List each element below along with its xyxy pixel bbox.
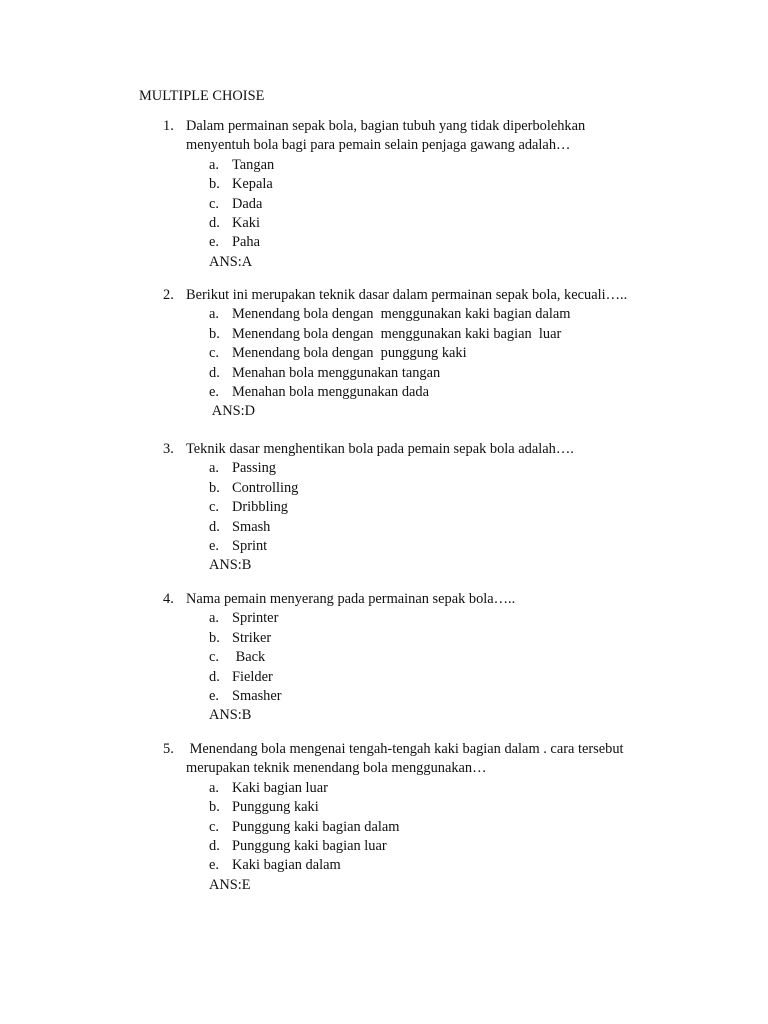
option-text: Smasher (232, 687, 282, 704)
answer-option (0, 609, 768, 628)
option-text: Sprinter (232, 610, 279, 627)
option-letter: b. (209, 799, 220, 816)
page-heading: MULTIPLE CHOISE (139, 88, 265, 104)
answer-option (0, 629, 768, 648)
question-line (0, 286, 768, 305)
option-text: Menendang bola dengan menggunakan kaki bagian luar (232, 325, 562, 342)
option-text: Tangan (232, 156, 275, 173)
option-text: Kepala (232, 176, 273, 193)
answer-option (0, 648, 768, 667)
option-text: Kaki (232, 214, 260, 231)
option-text: Menahan bola menggunakan dada (232, 383, 429, 400)
answer-option (0, 175, 768, 194)
option-text: Menendang bola dengan menggunakan kaki bagian dalam (232, 306, 571, 323)
question-text: Menendang bola mengenai tengah-tengah kaki bagian dalam . cara tersebut (186, 741, 624, 757)
option-letter: a. (209, 610, 219, 627)
option-text: Sprint (232, 537, 268, 554)
option-letter: d. (209, 668, 220, 685)
option-text: Smash (232, 518, 271, 535)
answer-key (0, 253, 768, 272)
answer-option (0, 364, 768, 383)
answer-option (0, 344, 768, 363)
question-text: menyentuh bola bagi para pemain selain penjaga gawang adalah… (186, 137, 571, 154)
option-text: Kaki bagian luar (232, 779, 328, 796)
answer-key (0, 402, 768, 421)
option-letter: d. (209, 837, 220, 854)
option-letter: c. (209, 818, 219, 835)
answer-option (0, 818, 768, 837)
option-text: Striker (232, 629, 272, 646)
question-number: 4. (163, 591, 174, 607)
question-text: Dalam permainan sepak bola, bagian tubuh yang tidak diperbolehkan (186, 118, 586, 134)
answer-option (0, 156, 768, 175)
answer-option (0, 687, 768, 706)
answer-option (0, 479, 768, 498)
option-letter: c. (209, 649, 219, 666)
question-3 (0, 440, 768, 576)
question-1 (0, 117, 768, 272)
option-text: Punggung kaki (232, 799, 319, 816)
answer-option (0, 305, 768, 324)
option-letter: a. (209, 460, 219, 477)
option-letter: e. (209, 537, 219, 554)
option-letter: b. (209, 629, 220, 646)
question-2 (0, 286, 768, 422)
option-letter: c. (209, 345, 219, 362)
answer-key (0, 556, 768, 575)
answer-option (0, 195, 768, 214)
question-line (0, 117, 768, 136)
option-text: Punggung kaki bagian dalam (232, 818, 400, 835)
option-letter: a. (209, 779, 219, 796)
option-letter: e. (209, 857, 219, 874)
option-letter: d. (209, 518, 220, 535)
question-line (0, 740, 768, 759)
answer-option (0, 518, 768, 537)
option-text: Paha (232, 234, 260, 251)
answer-option (0, 325, 768, 344)
answer-option (0, 837, 768, 856)
answer-option (0, 537, 768, 556)
answer-key (0, 876, 768, 895)
option-letter: a. (209, 156, 219, 173)
option-text: Fielder (232, 668, 273, 685)
option-text: Menendang bola dengan punggung kaki (232, 345, 467, 362)
answer-option (0, 668, 768, 687)
option-letter: d. (209, 214, 220, 231)
answer-key-text: ANS:B (209, 557, 252, 574)
option-text: Controlling (232, 479, 299, 496)
question-number: 1. (163, 118, 174, 134)
question-number: 2. (163, 287, 174, 303)
option-text: Kaki bagian dalam (232, 857, 341, 874)
answer-key-text: ANS:B (209, 707, 252, 724)
answer-key-text: ANS:E (209, 876, 251, 893)
option-text: Punggung kaki bagian luar (232, 837, 387, 854)
option-text: Passing (232, 460, 276, 477)
option-letter: b. (209, 479, 220, 496)
question-text: merupakan teknik menendang bola menggunakan… (186, 760, 487, 777)
answer-option (0, 798, 768, 817)
question-line (0, 440, 768, 459)
question-4 (0, 590, 768, 726)
option-text: Dada (232, 195, 263, 212)
answer-option (0, 383, 768, 402)
option-letter: e. (209, 383, 219, 400)
question-text: Teknik dasar menghentikan bola pada pemain sepak bola adalah…. (186, 441, 574, 457)
answer-option (0, 214, 768, 233)
answer-key (0, 706, 768, 725)
option-letter: e. (209, 234, 219, 251)
option-letter: d. (209, 364, 220, 381)
answer-option (0, 498, 768, 517)
question-5 (0, 740, 768, 895)
option-letter: c. (209, 195, 219, 212)
question-line (0, 759, 768, 778)
option-letter: c. (209, 499, 219, 516)
option-text: Back (232, 649, 266, 666)
question-line (0, 590, 768, 609)
answer-option (0, 856, 768, 875)
answer-option (0, 459, 768, 478)
answer-option (0, 233, 768, 252)
question-line (0, 136, 768, 155)
option-letter: b. (209, 176, 220, 193)
option-letter: b. (209, 325, 220, 342)
question-number: 3. (163, 441, 174, 457)
option-text: Menahan bola menggunakan tangan (232, 364, 441, 381)
option-letter: e. (209, 687, 219, 704)
question-text: Berikut ini merupakan teknik dasar dalam permainan sepak bola, kecuali….. (186, 287, 628, 303)
option-letter: a. (209, 306, 219, 323)
question-number: 5. (163, 741, 174, 757)
answer-option (0, 779, 768, 798)
question-text: Nama pemain menyerang pada permainan sepak bola….. (186, 591, 516, 607)
option-text: Dribbling (232, 499, 288, 516)
answer-key-text: ANS:A (209, 253, 253, 270)
answer-key-text: ANS:D (209, 403, 255, 420)
